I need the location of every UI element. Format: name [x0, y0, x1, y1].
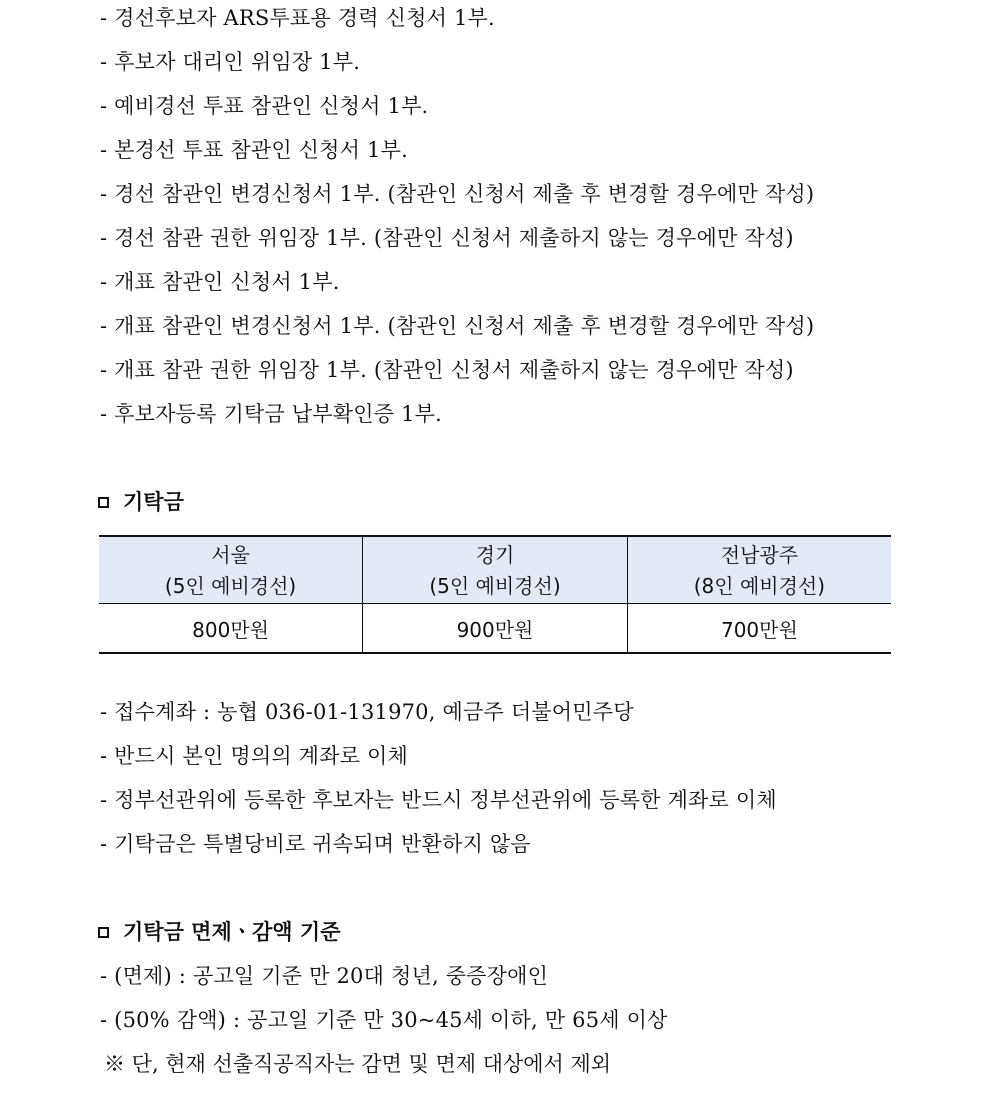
exemption-item: - (면제) : 공고일 기준 만 20대 청년, 중증장애인 [100, 964, 549, 988]
exemption-heading [96, 918, 340, 946]
region-name: 서울 [211, 543, 250, 567]
document-item: - 경선 참관인 변경신청서 1부. (참관인 신청서 제출 후 변경할 경우에만 작성) [100, 182, 815, 206]
deposit-note: - 기탁금은 특별당비로 귀속되며 반환하지 않음 [100, 832, 531, 856]
document-item: - 후보자등록 기탁금 납부확인증 1부. [100, 402, 443, 426]
document-item: - 개표 참관인 변경신청서 1부. (참관인 신청서 제출 후 변경할 경우에만 작성) [100, 314, 815, 338]
deposit-heading [96, 488, 184, 516]
exemption-item: - (50% 감액) : 공고일 기준 만 30~45세 이하, 만 65세 이상 [100, 1008, 668, 1032]
document-item: - 경선후보자 ARS투표용 경력 신청서 1부. [100, 6, 495, 30]
deposit-table-header-cell [99, 536, 363, 604]
document-item: - 경선 참관 권한 위임장 1부. (참관인 신청서 제출하지 않는 경우에만 작성) [100, 226, 794, 250]
deposit-amount-cell: 700만원 [627, 604, 891, 654]
region-detail: (5인 예비경선) [164, 574, 297, 598]
deposit-amount-cell: 800만원 [99, 604, 363, 654]
deposit-note: - 접수계좌 : 농협 036-01-131970, 예금주 더불어민주당 [100, 700, 634, 724]
deposit-table-header-cell [363, 536, 628, 604]
region-detail: (5인 예비경선) [429, 574, 561, 598]
document-item: - 본경선 투표 참관인 신청서 1부. [100, 138, 408, 162]
deposit-table-header-row [99, 536, 891, 604]
region-name: 전남광주 [720, 543, 799, 567]
region-name: 경기 [475, 543, 515, 567]
checkbox-square-icon [98, 497, 109, 508]
deposit-amount-cell: 900만원 [363, 604, 628, 654]
deposit-heading-text: 기탁금 [123, 490, 184, 514]
deposit-note: - 정부선관위에 등록한 후보자는 반드시 정부선관위에 등록한 계좌로 이체 [100, 788, 777, 812]
deposit-note: - 반드시 본인 명의의 계좌로 이체 [100, 744, 408, 768]
document-item: - 개표 참관인 신청서 1부. [100, 270, 340, 294]
exemption-heading-text: 기탁금 면제ㆍ감액 기준 [123, 920, 341, 944]
deposit-table-row [99, 604, 891, 654]
checkbox-square-icon [98, 927, 109, 938]
document-item: - 후보자 대리인 위임장 1부. [100, 50, 361, 74]
document-item: - 예비경선 투표 참관인 신청서 1부. [100, 94, 429, 118]
document-item: - 개표 참관 권한 위임장 1부. (참관인 신청서 제출하지 않는 경우에만 작성) [100, 358, 794, 382]
region-detail: (8인 예비경선) [693, 574, 826, 598]
exemption-note: ※ 단, 현재 선출직공직자는 감면 및 면제 대상에서 제외 [104, 1052, 612, 1076]
deposit-table [99, 535, 891, 654]
deposit-table-header-cell [627, 536, 891, 604]
